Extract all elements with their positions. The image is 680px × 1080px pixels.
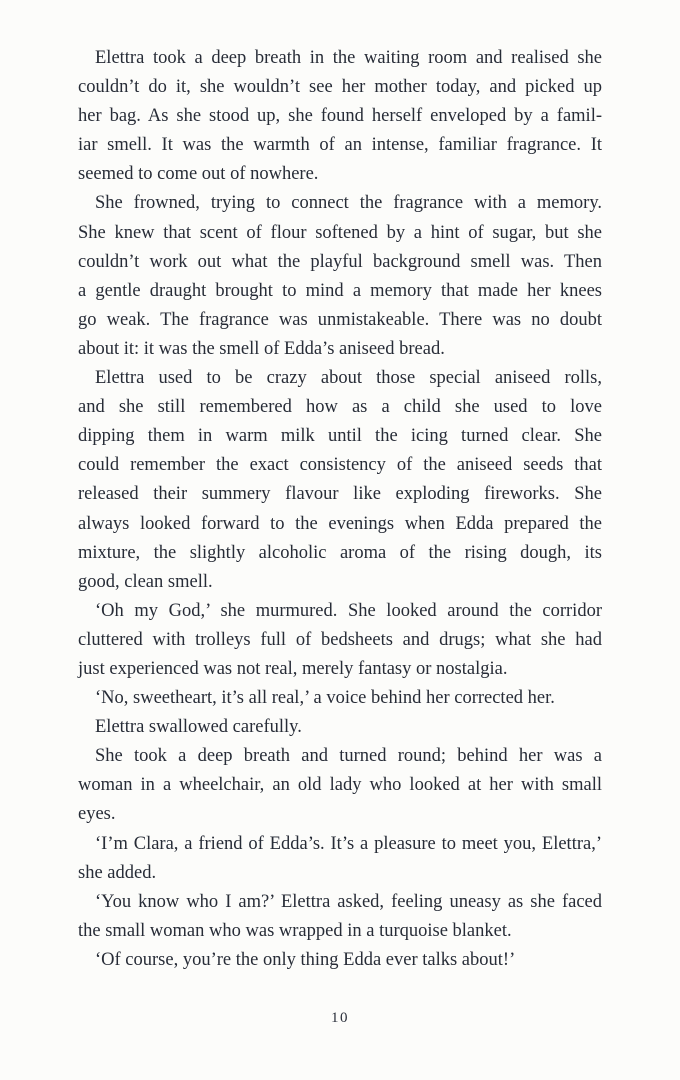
text-line: her bag. As she stood up, she found herself enveloped by a famil- [78, 106, 602, 127]
text-line: ‘Of course, you’re the only thing Edda ever talks about!’ [95, 949, 516, 970]
text-line: ‘No, sweetheart, it’s all real,’ a voice behind her corrected her. [95, 688, 555, 709]
text-line: could remember the exact consistency of the aniseed seeds that [78, 455, 602, 476]
text-line: She frowned, trying to connect the fragrance with a memory. [95, 193, 602, 214]
text-line: ‘You know who I am?’ Elettra asked, feeling uneasy as she faced [95, 891, 602, 912]
text-line: Elettra used to be crazy about those special aniseed rolls, [95, 368, 602, 389]
text-line: just experienced was not real, merely fantasy or nostalgia. [78, 658, 508, 679]
text-line: good, clean smell. [78, 571, 213, 592]
paragraph [78, 888, 602, 946]
text-line: and she still remembered how as a child she used to love [78, 397, 602, 418]
text-line: always looked forward to the evenings when Edda prepared the [78, 513, 602, 534]
paragraph [78, 189, 602, 364]
text-line: a gentle draught brought to mind a memory that made her knees [78, 280, 602, 301]
text-line: seemed to come out of nowhere. [78, 164, 319, 185]
paragraph [78, 684, 602, 713]
paragraph [78, 946, 602, 975]
paragraph [78, 364, 602, 597]
text-line: about it: it was the smell of Edda’s aniseed bread. [78, 338, 445, 359]
text-line: eyes. [78, 804, 116, 825]
text-line: cluttered with trolleys full of bedsheets and drugs; what she had [78, 629, 602, 650]
text-line: couldn’t work out what the playful background smell was. Then [78, 251, 602, 272]
text-line: mixture, the slightly alcoholic aroma of the rising dough, its [78, 542, 602, 563]
text-line: couldn’t do it, she wouldn’t see her mother today, and picked up [78, 77, 602, 98]
text-line: iar smell. It was the warmth of an intense, familiar fragrance. It [78, 135, 602, 156]
text-line: woman in a wheelchair, an old lady who looked at her with small [78, 775, 602, 796]
text-line: Elettra took a deep breath in the waiting room and realised she [95, 48, 602, 68]
text-line: Elettra swallowed carefully. [95, 717, 302, 738]
paragraph [78, 742, 602, 829]
paragraph [78, 44, 602, 189]
page-number: 10 [331, 1010, 349, 1026]
text-line: released their summery flavour like exploding fireworks. She [78, 484, 602, 505]
text-block [78, 44, 602, 975]
text-line: She took a deep breath and turned round; behind her was a [95, 746, 602, 767]
text-line: ‘I’m Clara, a friend of Edda’s. It’s a pleasure to meet you, Elettra,’ [95, 833, 602, 854]
text-line: dipping them in warm milk until the icing turned clear. She [78, 426, 602, 447]
text-line: go weak. The fragrance was unmistakeable. There was no doubt [78, 309, 602, 330]
paragraph [78, 830, 602, 888]
text-line: the small woman who was wrapped in a turquoise blanket. [78, 920, 512, 941]
text-line: She knew that scent of flour softened by a hint of sugar, but she [78, 222, 602, 243]
text-line: ‘Oh my God,’ she murmured. She looked around the corridor [95, 600, 602, 621]
text-line: she added. [78, 862, 157, 883]
paragraph [78, 597, 602, 684]
paragraph [78, 713, 602, 742]
